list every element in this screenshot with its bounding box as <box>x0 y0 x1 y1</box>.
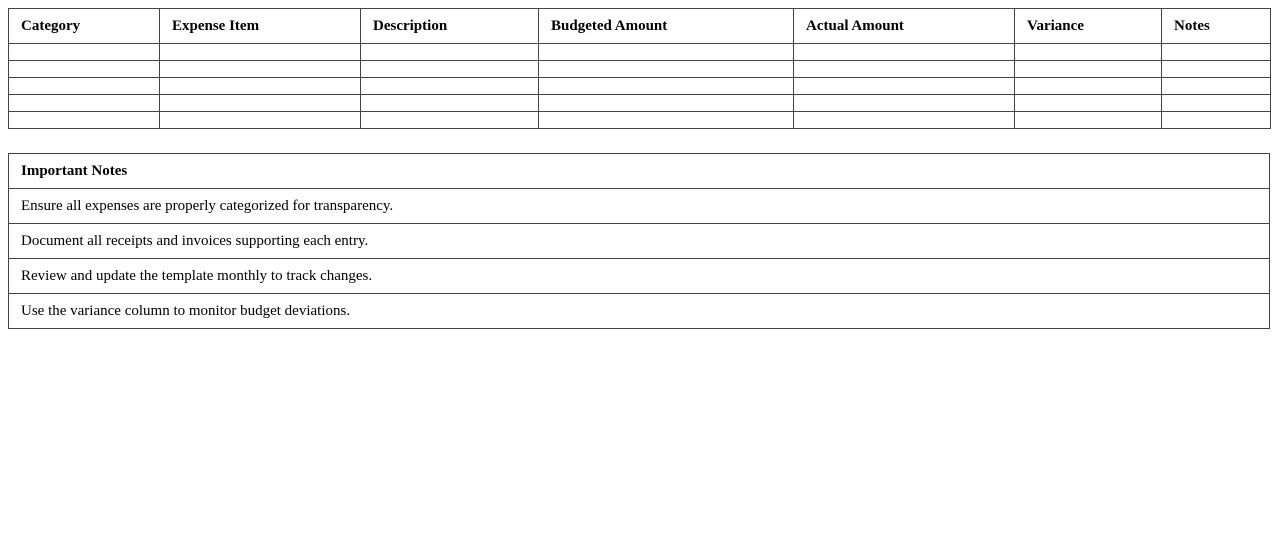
table-cell[interactable] <box>794 44 1015 61</box>
table-cell[interactable] <box>1015 95 1162 112</box>
table-cell[interactable] <box>160 61 361 78</box>
note-text: Ensure all expenses are properly categorized for transparency. <box>9 189 1270 224</box>
table-cell[interactable] <box>1015 44 1162 61</box>
table-cell[interactable] <box>160 44 361 61</box>
table-cell[interactable] <box>160 95 361 112</box>
table-row <box>9 78 1271 95</box>
table-cell[interactable] <box>160 112 361 129</box>
table-cell[interactable] <box>160 78 361 95</box>
table-cell[interactable] <box>361 44 539 61</box>
table-row <box>9 61 1271 78</box>
table-cell[interactable] <box>539 78 794 95</box>
table-cell[interactable] <box>361 95 539 112</box>
table-cell[interactable] <box>9 44 160 61</box>
important-notes-table <box>8 153 1270 329</box>
budget-table <box>8 8 1271 129</box>
table-cell[interactable] <box>9 61 160 78</box>
list-item <box>9 294 1270 329</box>
header-description: Description <box>361 9 539 44</box>
table-cell[interactable] <box>1015 78 1162 95</box>
table-row <box>9 112 1271 129</box>
table-cell[interactable] <box>1162 61 1271 78</box>
header-budgeted-amount: Budgeted Amount <box>539 9 794 44</box>
table-cell[interactable] <box>361 78 539 95</box>
table-cell[interactable] <box>539 112 794 129</box>
table-cell[interactable] <box>1015 61 1162 78</box>
table-cell[interactable] <box>1162 44 1271 61</box>
table-header-row <box>9 9 1271 44</box>
table-cell[interactable] <box>1162 112 1271 129</box>
table-cell[interactable] <box>794 61 1015 78</box>
table-cell[interactable] <box>9 95 160 112</box>
header-notes: Notes <box>1162 9 1271 44</box>
header-expense-item: Expense Item <box>160 9 361 44</box>
table-cell[interactable] <box>1015 112 1162 129</box>
table-cell[interactable] <box>539 44 794 61</box>
note-text: Use the variance column to monitor budget deviations. <box>9 294 1270 329</box>
table-cell[interactable] <box>539 95 794 112</box>
header-category: Category <box>9 9 160 44</box>
note-text: Review and update the template monthly to track changes. <box>9 259 1270 294</box>
table-cell[interactable] <box>361 61 539 78</box>
table-cell[interactable] <box>361 112 539 129</box>
header-actual-amount: Actual Amount <box>794 9 1015 44</box>
list-item <box>9 224 1270 259</box>
notes-title: Important Notes <box>9 154 1270 189</box>
header-variance: Variance <box>1015 9 1162 44</box>
list-item <box>9 189 1270 224</box>
table-cell[interactable] <box>1162 78 1271 95</box>
table-cell[interactable] <box>9 78 160 95</box>
table-row <box>9 95 1271 112</box>
list-item <box>9 259 1270 294</box>
table-cell[interactable] <box>9 112 160 129</box>
table-cell[interactable] <box>1162 95 1271 112</box>
table-cell[interactable] <box>539 61 794 78</box>
table-cell[interactable] <box>794 112 1015 129</box>
table-row <box>9 44 1271 61</box>
table-cell[interactable] <box>794 95 1015 112</box>
note-text: Document all receipts and invoices supporting each entry. <box>9 224 1270 259</box>
notes-header-row <box>9 154 1270 189</box>
table-cell[interactable] <box>794 78 1015 95</box>
